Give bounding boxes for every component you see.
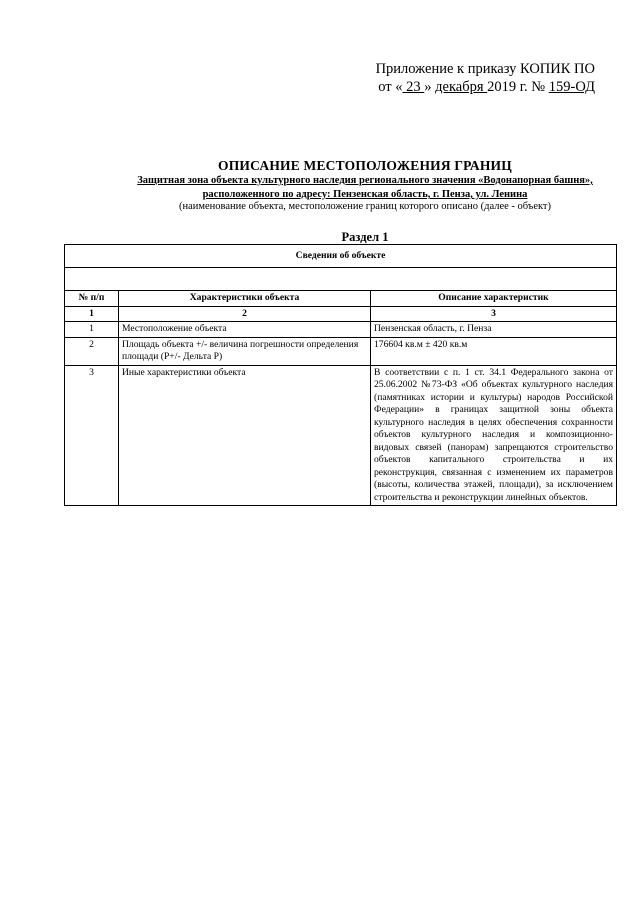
col-number-3: 3 — [371, 306, 617, 322]
subtitle-line1: Защитная зона объекта культурного наследия регионального значения «Водонапорная башня», — [137, 175, 593, 186]
row-characteristic: Местоположение объекта — [119, 322, 371, 338]
appendix-line2 — [376, 78, 595, 96]
col-header-number: № п/п — [65, 291, 119, 307]
appendix-line1: Приложение к приказу КОПИК ПО — [375, 61, 595, 77]
document-subtitle — [60, 174, 640, 202]
appendix-number: 159-ОД — [548, 79, 595, 95]
col-number-2: 2 — [119, 306, 371, 322]
appendix-block — [376, 60, 595, 96]
appendix-day: 23 — [402, 79, 425, 95]
table-header: Сведения об объекте — [65, 245, 617, 268]
row-description: 176604 кв.м ± 420 кв.м — [371, 337, 617, 365]
table-row — [65, 337, 617, 365]
document-caption: (наименование объекта, местоположение границ которого описано (далее - объект) — [178, 201, 552, 212]
subtitle-line2: расположенного по адресу: Пензенская область, г. Пенза, ул. Ленина — [202, 189, 528, 200]
table-row — [65, 322, 617, 338]
appendix-year: 2019 г. № — [487, 79, 549, 95]
row-characteristic: Иные характеристики объекта — [119, 365, 371, 506]
table-blank-row — [65, 268, 617, 291]
appendix-month: декабря — [435, 79, 488, 95]
row-description: Пензенская область, г. Пенза — [371, 322, 617, 338]
row-description: В соответствии с п. 1 ст. 34.1 Федерального закона от 25.06.2002 №73-ФЗ «Об объектах культурного наследия (памятниках истории и культуры) народов Российской Федерации» в границах защитной зоны объекта культурного наследия в целях обеспечения сохранности объектов культурного наследия и композиционно-видовых связей (панорам) запрещаются строительство объектов капитального строительства и их реконструкция, связанная с изменением их параметров (высоты, количества этажей, площади), за исключением строительства и реконструкции линейных объектов. — [371, 365, 617, 506]
section-title: Раздел 1 — [341, 230, 389, 244]
col-header-characteristic: Характеристики объекта — [119, 291, 371, 307]
row-number: 2 — [65, 337, 119, 365]
col-number-1: 1 — [65, 306, 119, 322]
row-number: 1 — [65, 322, 119, 338]
col-header-description: Описание характеристик — [371, 291, 617, 307]
document-title: ОПИСАНИЕ МЕСТОПОЛОЖЕНИЯ ГРАНИЦ — [218, 158, 512, 173]
table-row — [65, 365, 617, 506]
row-number: 3 — [65, 365, 119, 506]
row-characteristic: Площадь объекта +/- величина погрешности определения площади (Р+/- Дельта Р) — [119, 337, 371, 365]
appendix-quote: » — [424, 79, 436, 95]
appendix-from: от « — [378, 79, 403, 95]
object-info-table — [64, 244, 617, 506]
